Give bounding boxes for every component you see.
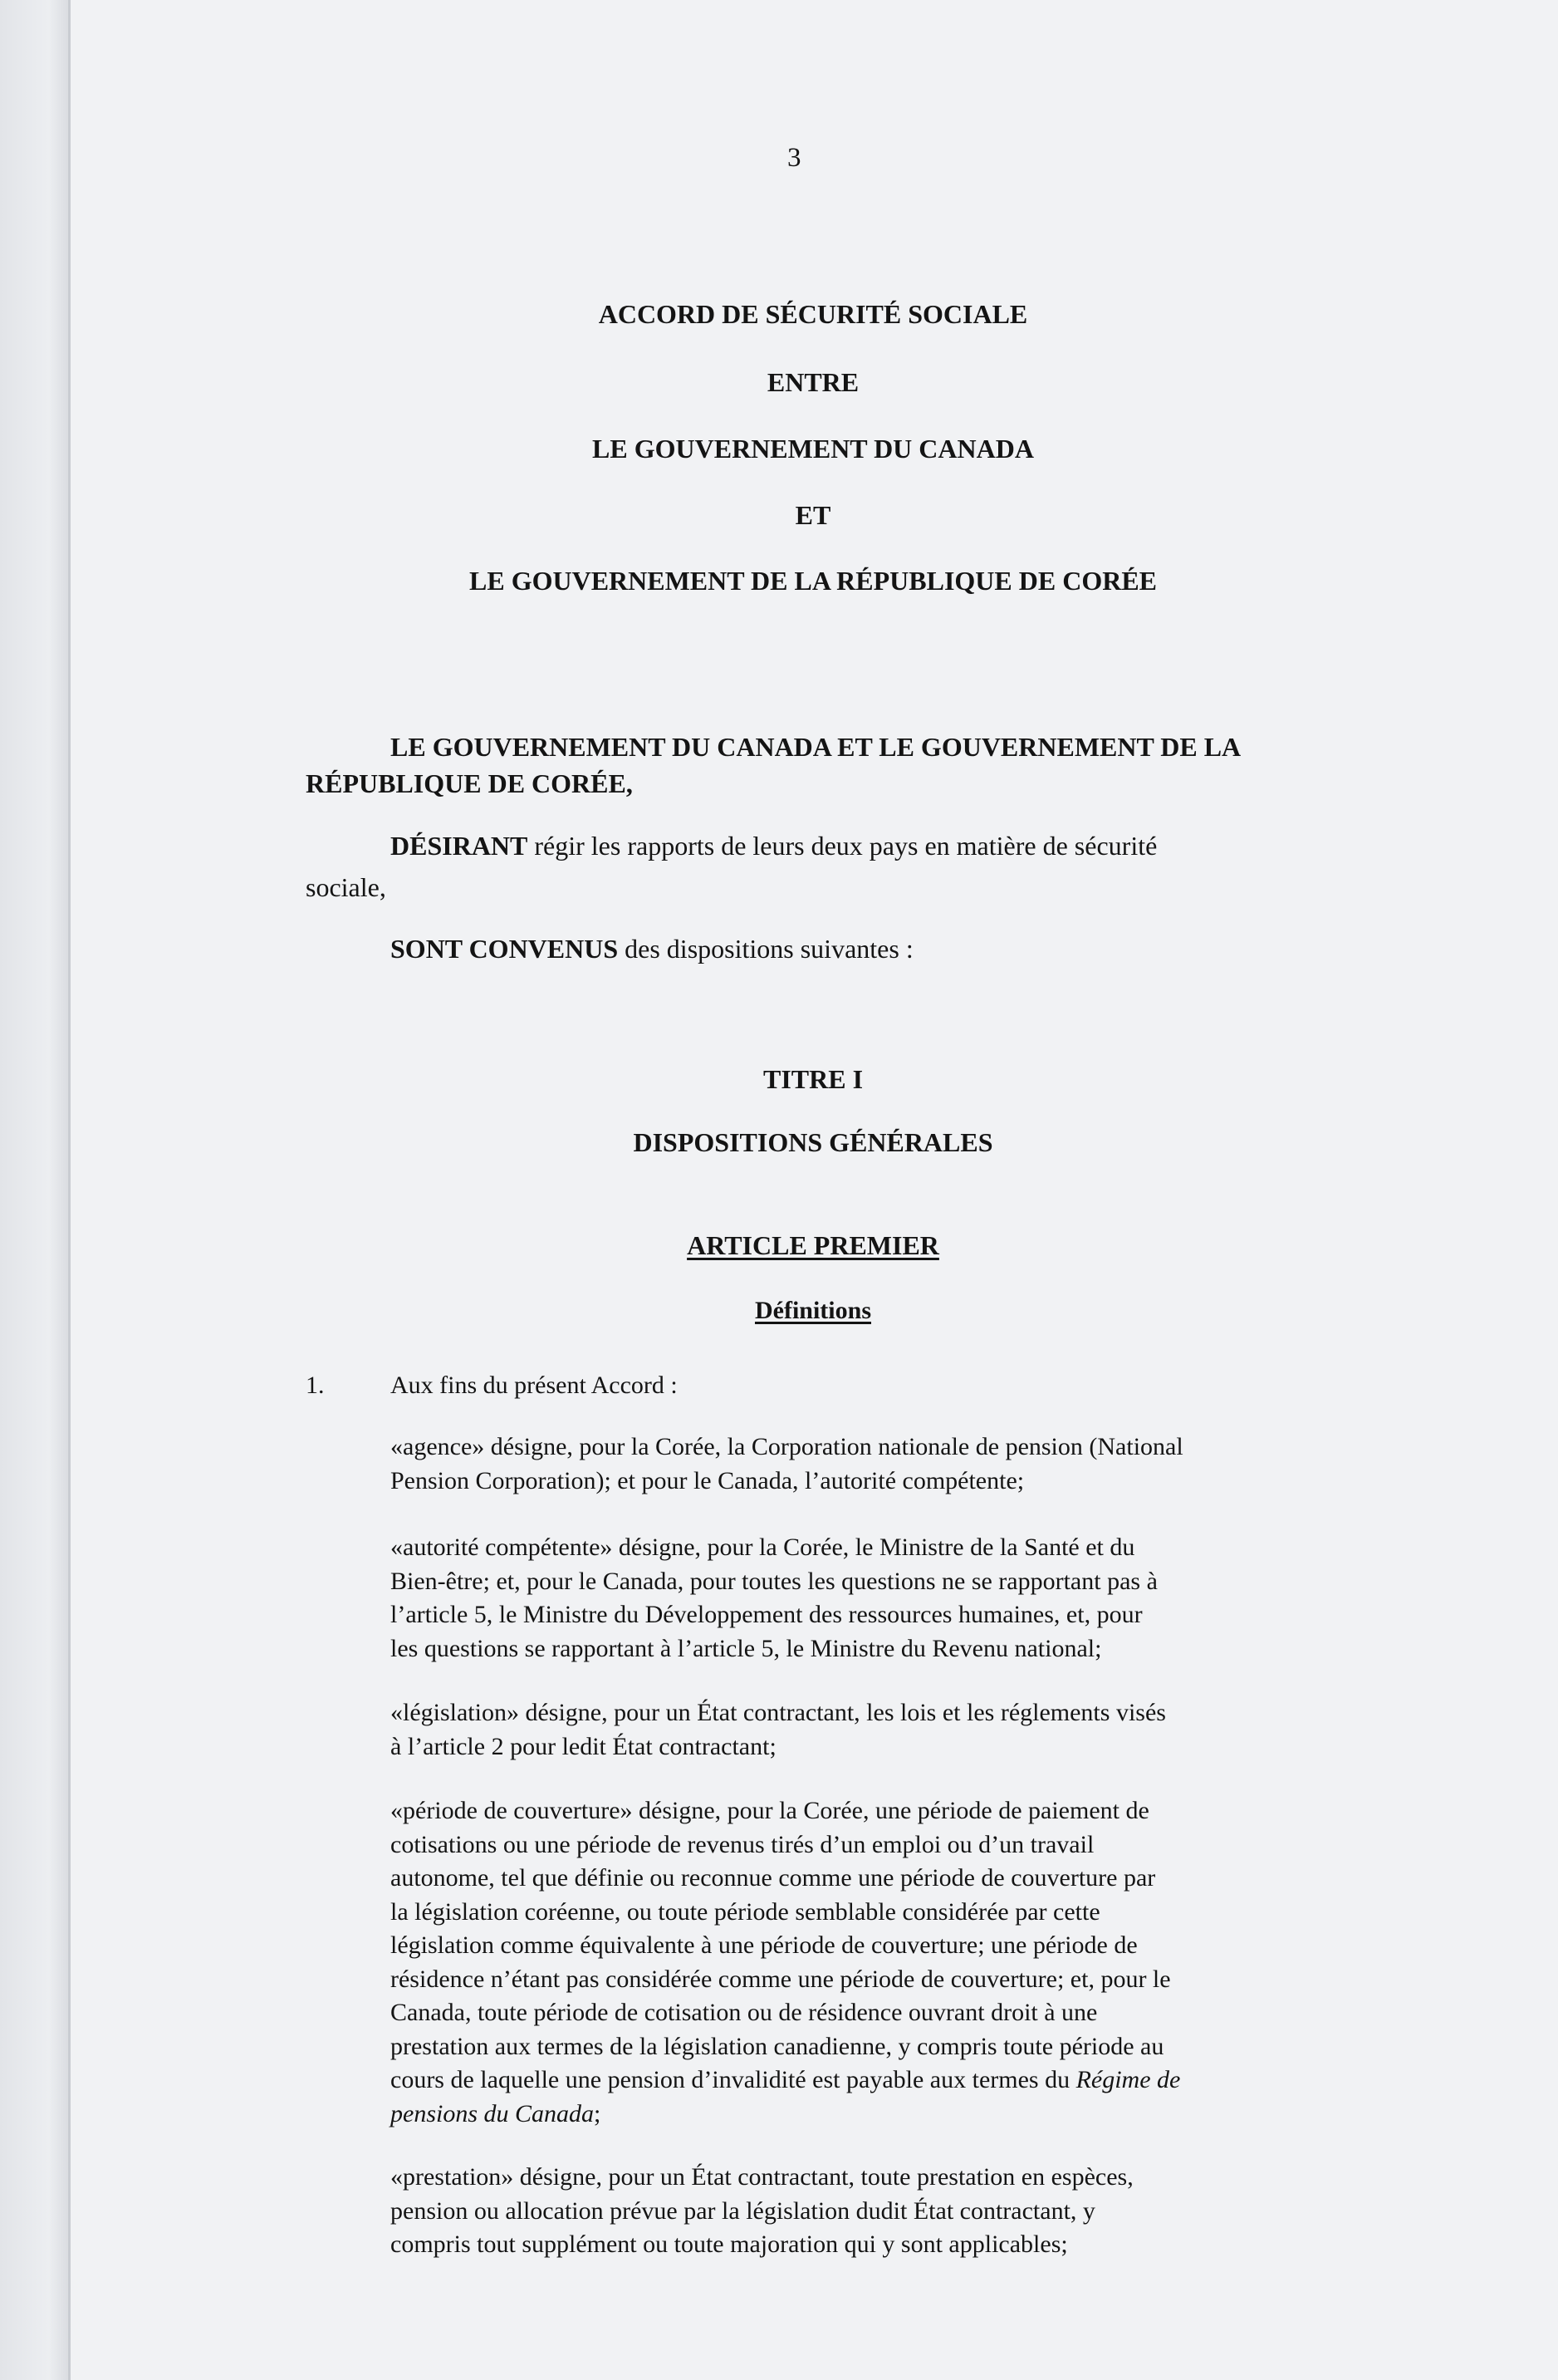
- desirant-text: régir les rapports de leurs deux pays en matière de sécurité: [534, 831, 1158, 861]
- definition-line: les questions se rapportant à l’article 5, le Ministre du Revenu national;: [390, 1634, 1102, 1662]
- definition-line: législation comme équivalente à une période de couverture; une période de: [390, 1931, 1138, 1959]
- definition-line: «prestation» désigne, pour un État contractant, toute prestation en espèces,: [390, 2163, 1134, 2191]
- page-binding-edge: [0, 0, 70, 2380]
- preamble-parties-line-1: LE GOUVERNEMENT DU CANADA ET LE GOUVERNEMENT DE LA: [390, 732, 1242, 762]
- definition-autorite-competente: [390, 1531, 1319, 1666]
- titre-subtitle: DISPOSITIONS GÉNÉRALES: [633, 1127, 993, 1157]
- paragraph-intro: Aux fins du présent Accord :: [390, 1372, 678, 1399]
- definition-line: à l’article 2 pour ledit État contractant;: [390, 1732, 777, 1760]
- preamble-desirant: [390, 829, 1157, 862]
- title-line-5: LE GOUVERNEMENT DE LA RÉPUBLIQUE DE CORÉE: [469, 566, 1157, 596]
- definition-text: ;: [594, 2099, 601, 2127]
- definition-line: compris tout supplément ou toute majoration qui y sont applicables;: [390, 2230, 1068, 2258]
- title-line-3: LE GOUVERNEMENT DU CANADA: [592, 434, 1034, 464]
- title-line-2: ENTRE: [767, 367, 860, 397]
- article-heading: ARTICLE PREMIER: [687, 1230, 939, 1260]
- preamble-convenus: [390, 932, 914, 965]
- title-line-1: ACCORD DE SÉCURITÉ SOCIALE: [598, 299, 1028, 329]
- title-line-4: ET: [795, 500, 831, 530]
- definition-periode-de-couverture: [390, 1794, 1319, 2131]
- definition-line: «autorité compétente» désigne, pour la Corée, le Ministre de la Santé et du: [390, 1534, 1135, 1561]
- definition-line: [390, 2098, 1319, 2132]
- paragraph-number: 1.: [306, 1372, 325, 1399]
- definition-line: prestation aux termes de la législation canadienne, y compris toute période au: [390, 2032, 1164, 2060]
- definition-italic: Régime de: [1075, 2066, 1181, 2093]
- desirant-keyword: DÉSIRANT: [390, 831, 528, 861]
- definition-line: Bien-être; et, pour le Canada, pour toutes les questions ne se rapportant pas à: [390, 1567, 1158, 1595]
- preamble-desirant-cont: sociale,: [306, 872, 386, 902]
- definition-italic: pensions du Canada: [390, 2099, 595, 2127]
- page-number: 3: [787, 143, 801, 173]
- definition-line: autonome, tel que définie ou reconnue comme une période de couverture par: [390, 1864, 1156, 1892]
- titre-heading: TITRE I: [762, 1064, 864, 1094]
- page-edge-line: [68, 0, 71, 2380]
- definition-legislation: [390, 1696, 1319, 1764]
- definition-line: pension ou allocation prévue par la législation dudit État contractant, y: [390, 2196, 1095, 2225]
- article-subtitle: Définitions: [754, 1297, 871, 1324]
- definition-line: la législation coréenne, ou toute période semblable considérée par cette: [390, 1897, 1100, 1926]
- definition-line: cotisations ou une période de revenus tirés d’un emploi ou d’un travail: [390, 1830, 1095, 1858]
- convenus-keyword: SONT CONVENUS: [390, 934, 619, 964]
- definition-line: Canada, toute période de cotisation ou de résidence ouvrant droit à une: [390, 1999, 1098, 2026]
- preamble-parties-line-2: RÉPUBLIQUE DE CORÉE,: [306, 768, 633, 798]
- definition-line: Pension Corporation); et pour le Canada, l’autorité compétente;: [390, 1466, 1025, 1494]
- definition-line: «période de couverture» désigne, pour la Corée, une période de paiement de: [390, 1797, 1149, 1824]
- definition-line: l’article 5, le Ministre du Développement des ressources humaines, et, pour: [390, 1601, 1143, 1628]
- convenus-text: des dispositions suivantes :: [625, 934, 914, 964]
- definition-text: cours de laquelle une pension d’invalidité est payable aux termes du: [390, 2066, 1071, 2093]
- definition-line: «agence» désigne, pour la Corée, la Corporation nationale de pension (National: [390, 1433, 1183, 1460]
- definition-agence: [390, 1430, 1319, 1498]
- definition-line: «législation» désigne, pour un État contractant, les lois et les réglements visés: [390, 1699, 1166, 1726]
- definition-line: [390, 2063, 1319, 2098]
- definition-line: résidence n’étant pas considérée comme une période de couverture; et, pour le: [390, 1965, 1171, 1993]
- definition-prestation: [390, 2161, 1319, 2262]
